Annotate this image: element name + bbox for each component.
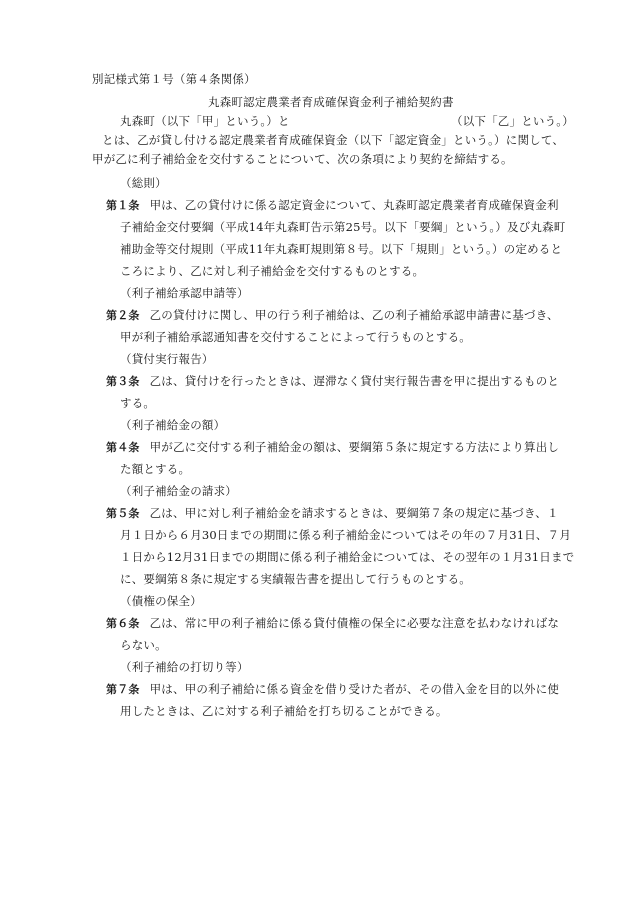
article-heading: （利子補給金の額） [120, 418, 226, 432]
article-heading: （利子補給金の請求） [120, 484, 237, 498]
article-text: に、要綱第８条に規定する実績報告書を提出して行うものとする。 [120, 572, 471, 586]
article-number: 第２条 [106, 309, 140, 322]
article-6-first-line [106, 615, 559, 632]
article-4-first-line [106, 439, 559, 456]
article-number: 第１条 [106, 199, 140, 212]
article-heading: （貸付実行報告） [120, 352, 214, 366]
intro-party-b: （以下「乙」という。） [451, 114, 574, 128]
article-text: 甲が乙に交付する利子補給金の額は、要綱第５条に規定する方法により算出し [149, 440, 560, 454]
article-text: 乙は、甲に対し利子補給金を請求するときは、要綱第７条の規定に基づき、１ [149, 506, 559, 520]
intro-party-a: 丸森町（以下「甲」という。）と [120, 114, 290, 128]
article-text: 月１日から６月30日までの期間に係る利子補給金についてはその年の７月31日、７月 [120, 528, 572, 542]
article-heading: （利子補給承認申請等） [120, 286, 249, 300]
article-text: 補助金等交付規則（平成11年丸森町規則第８号。以下「規則」という。）の定めると [120, 242, 563, 256]
intro-line: とは、乙が貸し付ける認定農業者育成確保資金（以下「認定資金」という。）に関して、 [102, 133, 565, 147]
article-3-first-line [106, 373, 559, 390]
article-heading: （利子補給の打切り等） [120, 660, 249, 674]
article-text: 甲が利子補給承認通知書を交付することによって行うものとする。 [120, 330, 471, 344]
article-1-first-line [106, 197, 559, 214]
document-title: 丸森町認定農業者育成確保資金利子補給契約書 [208, 95, 454, 109]
form-label: 別記様式第１号（第４条関係） [92, 72, 256, 86]
article-text: 甲は、乙の貸付けに係る認定資金について、丸森町認定農業者育成確保資金利 [149, 198, 559, 212]
article-number: 第４条 [106, 441, 140, 454]
article-text: 乙は、貸付けを行ったときは、遅滞なく貸付実行報告書を甲に提出するものと [149, 374, 560, 388]
article-text: する。 [120, 396, 156, 410]
article-text: 乙は、常に甲の利子補給に係る貸付債権の保全に必要な注意を払わなければな [149, 616, 560, 630]
article-number: 第６条 [106, 617, 140, 630]
article-number: 第３条 [106, 375, 140, 388]
article-heading: （総則） [120, 176, 167, 190]
article-text: らない。 [120, 638, 167, 652]
article-2-first-line [106, 307, 559, 324]
article-text: 用したときは、乙に対する利子補給を打ち切ることができる。 [120, 704, 448, 718]
article-heading: （債権の保全） [120, 594, 202, 608]
article-text: 甲は、甲の利子補給に係る資金を借り受けた者が、その借入金を目的以外に使 [149, 682, 560, 696]
article-text: 子補給金交付要綱（平成14年丸森町告示第25号。以下「要綱」という。）及び丸森町 [120, 220, 566, 234]
article-text: 乙の貸付けに関し、甲の行う利子補給は、乙の利子補給承認申請書に基づき、 [149, 308, 559, 322]
article-number: 第５条 [106, 507, 140, 520]
article-number: 第７条 [106, 683, 140, 696]
intro-line: 甲が乙に利子補給金を交付することについて、次の条項により契約を締結する。 [92, 152, 513, 166]
article-5-first-line [106, 505, 559, 522]
article-text: １日から12月31日までの期間に係る利子補給金については、その翌年の１月31日まで [120, 550, 575, 564]
article-7-first-line [106, 681, 559, 698]
article-text: ころにより、乙に対し利子補給金を交付するものとする。 [120, 264, 425, 278]
article-text: た額とする。 [120, 462, 191, 476]
